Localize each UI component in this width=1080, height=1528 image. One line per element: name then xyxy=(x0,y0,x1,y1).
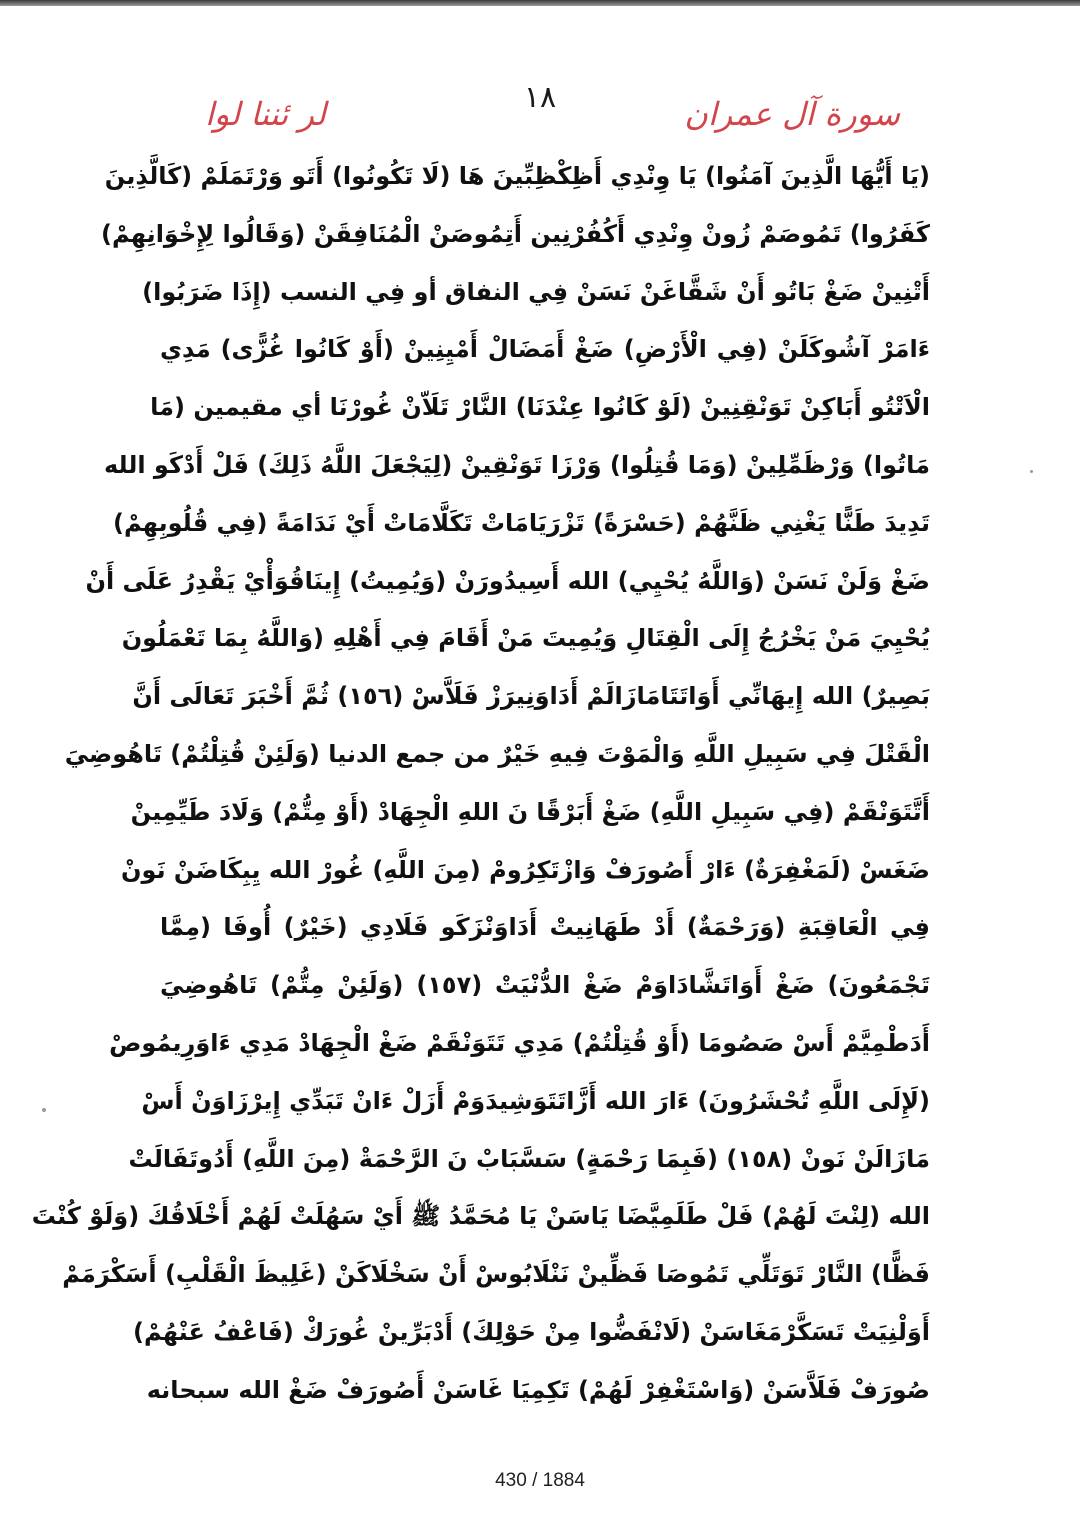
text-line: الْقَتْلَ فِي سَبِيلِ اللَّهِ وَالْمَوْتَ فِيهِ خَيْرٌ من جمع الدنيا (وَلَئِنْ قُتِلْتُمْ) تَاهُوضِيَ xyxy=(64,739,930,768)
scan-speck xyxy=(1030,470,1033,473)
text-line: فَظًّا) النَّارْ تَوَتَلِّي تَمُوصَا فَظِّينْ نَنْلَابُوسْ أَنْ سَخْلَاكَنْ (غَلِيظَ الْقَلْبِ) أَسَكْرَمَمْ xyxy=(62,1260,930,1289)
text-line: ءَامَرْ آشُوكَلَنْ (فِي الْأَرْضِ) ضَغْ أَمَضَالْ أَمْيِنِينْ (أَوْ كَانُوا غُزًّى) مَدِي xyxy=(160,335,930,364)
text-line: أَوَلْنِيَتْ تَسَكَّرْمَغَاسَنْ (لَانْفَضُّوا مِنْ حَوْلِكَ) أَدْبَرِّينْ غُورَكْ (فَاعْفُ عَنْهُمْ) xyxy=(133,1317,930,1346)
text-line: يُحْيِيَ مَنْ يَخْرُجُ إِلَى الْقِتَالِ وَيُمِيتَ مَنْ أَقَامَ فِي أَهْلِهِ (وَاللَّهُ بِمَا تَعْمَلُونَ xyxy=(121,624,930,653)
text-line: (يَا أَيُّهَا الَّذِينَ آمَنُوا) يَا وِنْدِي أَظِكْظِبِّينَ هَا (لَا تَكُونُوا) أَتَو وَرْتَمَلَمْ (كَالَّذِينَ xyxy=(104,162,930,190)
text-line: تَدِيدَ طَنًّا يَغْنِي ظَنَّهُمْ (حَسْرَةً) تَزْرَيَامَاتْ تَكَلَّامَاتْ أَيْ نَدَامَةً (فِي قُلُوبِهِمْ) xyxy=(112,508,930,537)
page-counter: 430 / 1884 xyxy=(495,1470,585,1491)
text-line: الله (لِنْتَ لَهُمْ) فَلْ طَلَمِيَّضَا يَاسَنْ يَا مُحَمَّدُ ﷺ أَيْ سَهُلَتْ لَهُمْ أَخْلَاقُكَ (وَلَوْ كُنْتَ xyxy=(31,1202,930,1231)
text-line: الْاَتْتُو أَبَاكِنْ تَوَنْقِنِينْ (لَوْ كَانُوا عِنْدَنَا) النَّارْ تَلَاّنْ غُورْنَا أي مقيمين (مَا xyxy=(150,393,930,422)
text-line: (لَإِلَى اللَّهِ تُحْشَرُونَ) ءَارَ الله أَزَّاتَتَوَشِيدَوَمْ أَزَلْ ءَانْ تَبَدِّي إِيرْزَاوَنْ أَسْ xyxy=(141,1086,930,1115)
handwritten-margin-note: لر ئننا لوا xyxy=(205,95,326,133)
text-line: مَاتُوا) وَرْظَمِّلِينْ (وَمَا قُتِلُوا) وَرْزَا تَوَنْقِينْ (لِيَجْعَلَ اللَّهُ ذَلِكَ) فَلْ أَدْكَو الله xyxy=(103,450,930,479)
text-line: أَتْنِينْ ضَغْ بَاتُو أَنْ شَقَّاغَنْ نَسَنْ فِي النفاق أو فِي النسب (إِذَا ضَرَبُوا) xyxy=(142,277,930,306)
text-line: أَتَّتَوَنْقَمْ (فِي سَبِيلِ اللَّهِ) ضَغْ أَبَرْقًا نَ اللهِ الْجِهَادْ (أَوْ مِتُّمْ) وَلَادَ طَيِّمِينْ xyxy=(130,797,930,826)
handwritten-surah-title: سورة آل عمران xyxy=(684,95,900,133)
text-line: تَجْمَعُونَ) ضَغْ أَوَاتَشَّادَاوَمْ ضَغْ الدُّنْيَتْ (١٥٧) (وَلَئِنْ مِتُّمْ) تَاهُوضِيَ xyxy=(160,971,930,1000)
page-number: ١٨ xyxy=(523,80,557,115)
text-line: ضَغَسْ (لَمَغْفِرَةٌ) ءَارْ أَصُورَفْ وَازْتَكِرُومْ (مِنَ اللَّهِ) غُورْ الله يِبِكَاضَنْ نَونْ xyxy=(121,855,930,884)
text-line: ضَغْ وَلَنْ نَسَنْ (وَاللَّهُ يُحْيِي) الله أَسِيدُورَنْ (وَيُمِيتُ) إِينَاقُوَأْيْ يَقْدِرُ عَلَى أَنْ xyxy=(85,566,930,595)
text-line: صُورَفْ فَلَاَّسَنْ (وَاسْتَغْفِرْ لَهُمْ) تَكِمِيَا غَاسَنْ أَصُورَفْ ضَغْ الله سبحانه xyxy=(146,1375,930,1404)
text-line: فِي الْعَاقِبَةِ (وَرَحْمَةٌ) أَدْ طَهَانِيتْ أَدَاوَنْزَكَو فَلَادِي (خَيْرٌ) أُوفَا (مِمَّا xyxy=(160,913,930,942)
scan-speck xyxy=(42,1108,46,1112)
scan-top-edge xyxy=(0,0,1080,6)
text-line: بَصِيرٌ) الله إِيهَانِّي أَوَاتَتَامَازَالَمْ أَدَاوَنِيرَزْ فَلَاَّسْ (١٥٦) ثُمَّ أَخْبَرَ تَعَالَى أَنَّ xyxy=(132,682,930,711)
text-line: كَفَرُوا) تَمُوصَمْ زُونْ وِنْدِي أَكُفُرْنِين أَتِمُوصَنْ الْمُنَافِقَنْ (وَقَالُوا لِإِخْوَانِهِمْ) xyxy=(101,219,930,248)
commentary-text xyxy=(31,148,930,1420)
text-line: أَدَطْمِيَّمْ أَسْ صَصُومَا (أَوْ قُتِلْتُمْ) مَدِي تَتَوَنْقَمْ ضَغْ الْجِهَادْ مَدِي ءَاوَرِيمُوصْ xyxy=(109,1028,930,1057)
text-line: مَازَالَنْ نَونْ (١٥٨) (فَبِمَا رَحْمَةٍ) سَسَّبَابْ نَ الرَّحْمَةْ (مِنَ اللَّهِ) أَدُوتَفَالَتْ xyxy=(128,1144,930,1173)
